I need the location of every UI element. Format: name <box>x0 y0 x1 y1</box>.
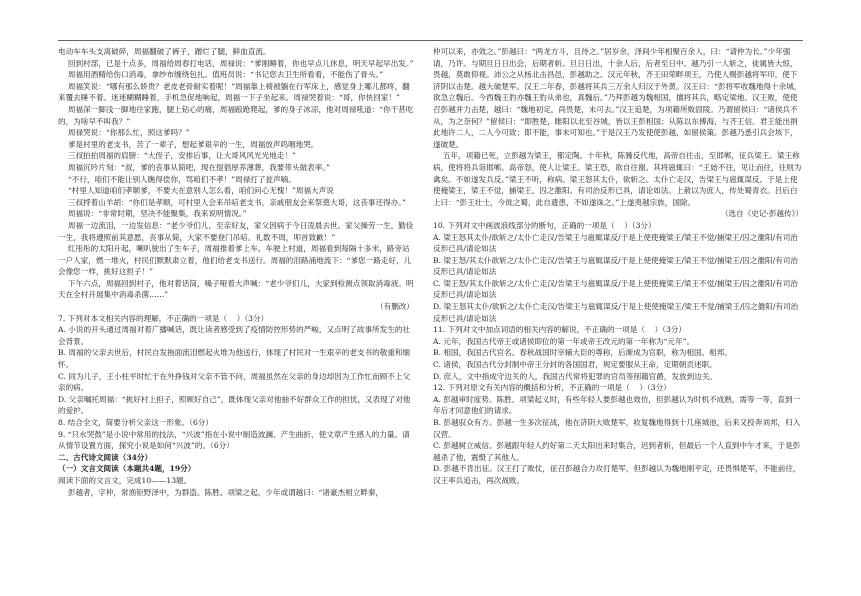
paragraph: 彭越者，字仲，常渔钜野泽中，为群盗。陈胜、项梁之起，少年或谓越曰：“诸豪杰相立畔秦， <box>67 487 384 497</box>
paragraph: 下午六点，周福回到村子，他对着话筒，嗓子哑着大声喊：“老少爷们儿，大家到检测点领取消毒液。明天在全村开展集中消毒杀菌……” <box>58 278 414 300</box>
paragraph: 阅读下面的文言文，完成10——13题。 <box>58 475 192 485</box>
paragraph: C. 同为儿子，王小柱平时忙于在外挣钱对父亲不管不问，周福虽然在父亲的身边却因为工作忙而顾不上父亲的病。 <box>58 371 411 393</box>
paragraph: 周禄哭说：“你那么忙，照这爹吗？” <box>67 128 190 138</box>
paragraph: 11. 下列对文中加点词语的相关内容的解说，不正确的一项是（ ）（3分） <box>433 325 686 335</box>
header-rule <box>58 40 803 41</box>
paragraph: 周福说：“非常时期，坚决不能聚集，我来说明情况。” <box>67 209 247 219</box>
paragraph: 二、古代诗文阅读（34分） <box>58 452 153 462</box>
paragraph: D. 梁王怒其太仆/欲斩之/太仆亡走汉/告梁王与扈辄谋反/于是上使使掩梁王/梁王不觉/捕梁王/囚之雒阳/有司治反形已具/请论如法 <box>433 302 799 323</box>
left-column <box>58 46 414 498</box>
paragraph: A. 小说的开头通过周福对着广播喊话，既让读者感受到了疫情防控形势的严峻，又点明了故事所发生的社会背景。 <box>58 325 411 346</box>
paragraph: 三叔拍拍周福的肩膀：“大侄子，安排后事，让大哥风风光光地走！” <box>67 151 296 161</box>
paragraph: C. 梁王怒/其太仆欲斩之/太仆亡走汉/告梁王与扈辄谋反/于是上使使掩梁王/梁王不觉/捕梁王/囚之雒阳/有司治反形已具/请论如法 <box>433 278 798 300</box>
paragraph: 仲可以来，亦效之。”彭越曰：“两龙方斗，且待之。”居岁余，泽间少年相聚百余人，曰：“请仲为长。”少年强请，乃许。与期旦日日出会，后期者斩。旦日日出，十余人后，后者至日中。越乃引一人斩之，徒属皆大惊，畏越，莫敢仰视。沛公之从杨北击昌邑，彭越助之。汉元年秋，齐王田荣畔项王，乃使人赐彭越将军印，使下济阴以击楚。越大破楚军。汉王二年春，彭越将其兵三万余人归汉于外黄。汉王曰：“彭将军收魏地得十余城，欲急立魏后。今西魏王豹亦魏王豹从弟也，真魏后。”乃拜彭越为魏相国，擅将其兵，略定梁地。汉王败，使使召彭越并力击楚，越曰：“魏地初定，尚畏楚，未可去。”汉王追楚，为项籍所败固陵。乃谓留侯曰：“诸侯兵不从，为之奈何？”留侯曰：“即胜楚，睢阳以北至谷城，皆以王彭相国；从陈以东傅海，与齐王信。君王能出捐此地许二人，二人今可致；即不能，事未可知也。”于是汉王乃发使使彭越，如留侯策。彭越乃悉引兵会垓下，遂破楚。 <box>433 47 802 149</box>
paragraph: （有删改） <box>376 302 414 312</box>
paragraph: 回到村部，已是十点多，周福给周春打电话，周禄说：“爹刚睡着，你也早点儿休息，明天早起早出发。” <box>67 58 414 68</box>
paragraph: C. 彭越树立威信。彭越跟年轻人约好第二天太阳出来时集合，迟到者斩，但最后一个人直到中午才来，于是彭越杀了他，震慑了其他人。 <box>433 441 801 462</box>
right-column <box>433 46 803 487</box>
paragraph: 周福沉吟片刻：“叔，爹的丧事从简吧，现在提倡厚养薄葬，我要带头做表率。” <box>67 162 331 172</box>
paragraph: 爹是村里的老支书，苦了一辈子，想起爹艰辛的一生，周福放声呜咽地哭。 <box>67 139 319 149</box>
paragraph: B. 梁王怒/其太仆欲斩之/太仆亡走汉/告梁王与扈辄谋反/于是上使使掩梁王/梁王不觉/捕梁王/囚之雒阳/有司治反形已具/请论如法 <box>433 255 798 277</box>
paragraph: 五年，项籍已死，立彭越为梁王，都定陶。十年秋，陈豨反代地，高帝自往击，至邯郸，征兵梁王。梁王称病，使将将兵诣邯郸。高帝怒，使人让梁王。梁王恐，欲自往谢。其将扈辄曰：“王始不往，见让而往，往则为禽矣。不如遂发兵反。”梁王不听，称病。梁王怒其太仆，欲斩之。太仆亡走汉，告梁王与扈辄谋反。于是上使使掩梁王，梁王不觉，捕梁王，囚之雒阳。有司治反形已具，请论如法。上赦以为庶人，传处蜀青衣。吕后白上曰：“彭王壮士，今徙之蜀，此自遗患，不如遂诛之。”上遂夷越宗族，国除。 <box>433 151 802 207</box>
paragraph: 周福笑说：“哪有那么娇贵？老皮老骨耐实着呢！”周福靠上椅被躺在行军床上，感觉身上哪儿都疼，翻来覆去睡不着。迷迷糊糊睡着，手机急促地响起，周福一下子坐起来。周禄哭着说：“哥，你快回家！” <box>58 81 410 103</box>
paragraph: 周福一边流泪，一边发信息：“老少爷们儿，至亲好友，家父因病于今日凌晨去世。家父操劳一生，勤俭一生，我将遵照前其意愿，丧事从简，大家不要登门吊唁。礼数不周，叩首致歉！” <box>58 220 414 242</box>
paragraph: B. 周福的父亲去世后，村民自发拖面流泪燃起火堆为他送行，体现了村民对一生艰辛的老支书的敬重和缅怀。 <box>58 348 411 370</box>
paragraph: 红彤彤的太阳升起，喇叭驶出了生车子，周福推着爹上车。车驶上村道，周福看到每隔十多米，路旁站一户人家，燃一堆火，村民们默默肃立着，他们给老支书送行。周福的泪路涌地流下：“爹您一路走好，儿会像您一样，挑好这担子！” <box>58 244 412 277</box>
paragraph: A. 彭越审时度势。陈胜、项梁起义时，有些年轻人要彭越也效仿，但彭越认为时机不成熟，需等一等，直到一年后才同意他们的请求。 <box>433 394 801 416</box>
paragraph: （选自《史记·彭越传》） <box>720 209 803 219</box>
paragraph: D. 庶人，文中指成守边关的人，我国古代常将犯罪的官员等削籍官爵，发放到边关。 <box>433 371 718 381</box>
paragraph: 9. “只水哭鼓”是小说中常用的技法，“兴波”指在小说中制造波澜、产生曲折，使文章产生感人的力量。请从情节设置方面，探究小说是如何“兴波”的。（6分） <box>58 429 410 451</box>
paragraph: 7. 下列对本文相关内容的理解，不正确的一项是（ ）（3分） <box>58 313 269 323</box>
paragraph: “不行，咱们不能让别人瞧得偿你，骂咱们不孝！”周禄打了瓮声嘀。 <box>67 174 296 184</box>
paragraph: B. 彭越驭众有方。彭越一生多次征战，他在济阴大败楚军，收复魏地得到十几座城池，后来又投奔刘邦，归入汉营。 <box>433 418 801 439</box>
paragraph: 三叔捋着山羊胡：“你们是孝顺，可村里人会来吊唁老支书，亲戚朋友会来祭奠大哥，这丧事还得办。” <box>67 197 406 207</box>
paragraph: C. 诸侯，我国古代分封制中帝王分封的各国国君，规定要服从王命，定期朝贡述职。 <box>433 360 717 370</box>
paragraph: 8. 结合全文，简要分析父亲这一形象。（6分） <box>58 418 213 427</box>
paragraph: 周福用酒精给伤口消毒，拿纱布缠绕包扎。值班员说：“书记您去卫生所看看，不能伤了骨头。” <box>67 70 384 80</box>
paragraph: 10. 下列对文中画波浪线部分的断句，正确的一项是（ ）（3分） <box>433 220 656 230</box>
paragraph: “村里人知道咱们孝顺爹，不要大在意别人怎么看，咱们问心无愧！”周福大声说 <box>67 186 334 196</box>
paragraph: 周福深一脚浅一脚地往家跑，腿上钻心的痛，周福踉跄爬起，爹的身子冰凉，他对周禄吼道：“你干甚吃的，为啥早不叫我？” <box>58 104 414 126</box>
paragraph: A. 元年，我国古代帝王或诸侯即位的第一年或帝王改元的第一年称为“元年”。 <box>433 336 695 346</box>
paragraph: 12. 下列对原文有关内容的概括和分析，不正确的一项是（ ）（3分） <box>433 383 671 393</box>
paragraph: D. 父亲嘱托周福：“挑好村上担子，照顾好自己”，既体现父亲对他抽不好群众工作的担忧，又表现了对他的爱护。 <box>58 394 411 416</box>
paragraph: A. 梁王怒其太仆/欲斩之/太仆亡走汉/告梁王与扈辄谋反/于是上使使掩梁王/梁王不觉/捕梁王/囚之雒阳/有司治反形已具/请论如法 <box>433 232 798 254</box>
paragraph: B. 相国，我国古代官名。春秋战国时宰辅大臣的尊称，后渐成为官职，称为相国、相邦。 <box>433 348 732 358</box>
paragraph: 电动车车头支离破碎，周福翻破了裤子，蹭烂了腿，鲜血直流。 <box>58 47 271 56</box>
paragraph: D. 彭越不肯出征。汉王打了败仗，征召彭越合力攻打楚军，但彭越认为魏地刚平定，还畏惧楚军，不能前往，汉王率兵追击，再次战败。 <box>433 464 801 485</box>
paragraph: （一）文言文阅读（本题共4题，19分） <box>58 464 196 474</box>
